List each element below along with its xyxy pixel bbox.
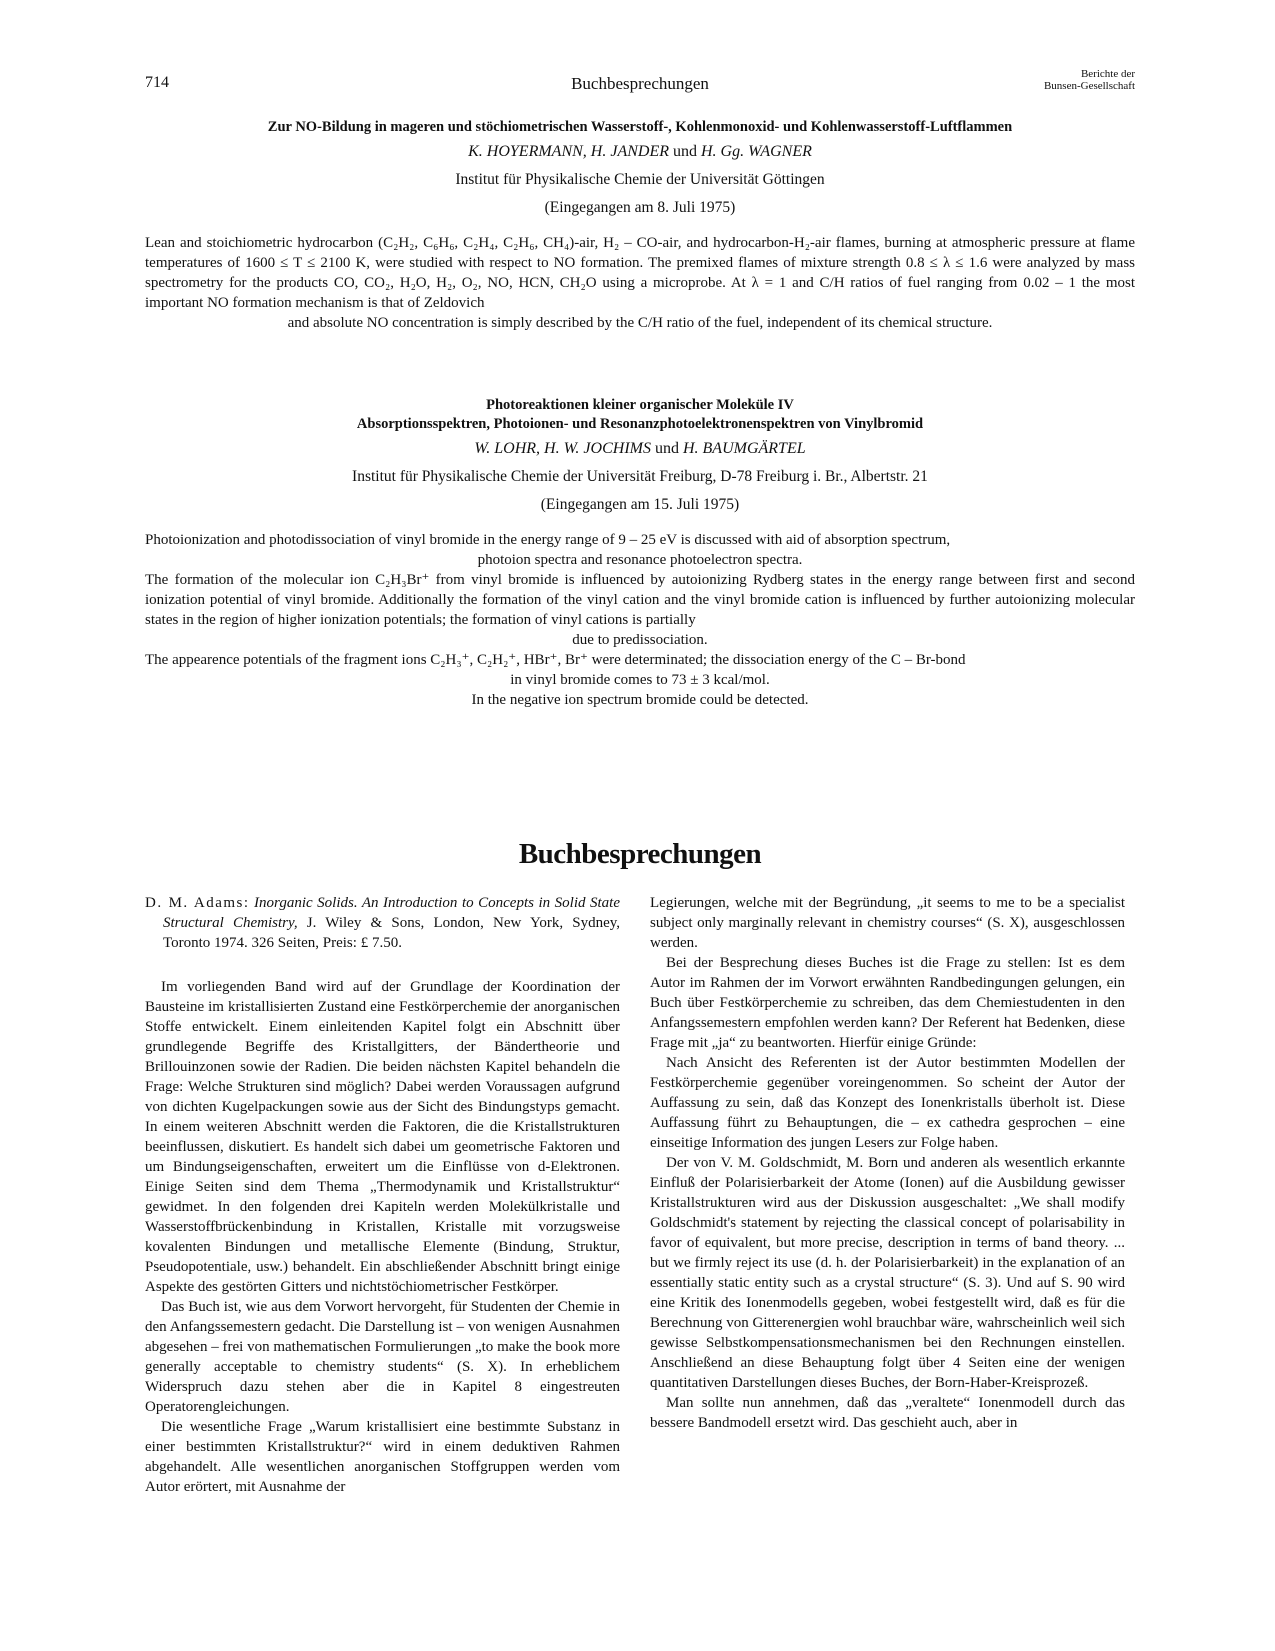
page-number: 714 bbox=[145, 74, 169, 91]
article-2-institute: Institut für Physikalische Chemie der Universität Freiburg, D-78 Freiburg i. Br., Albertstr. 21 bbox=[352, 468, 928, 485]
journal-name-line1: Berichte der bbox=[1080, 68, 1135, 80]
article-1-authors bbox=[145, 143, 1135, 161]
article-1-title: Zur NO-Bildung in mageren und stöchiometrischen Wasserstoff-, Kohlenmonoxid- und Kohlenwasserstoff-Luftflammen bbox=[267, 119, 1013, 135]
article-2 bbox=[145, 396, 1135, 710]
article-2-and: und bbox=[654, 440, 679, 457]
review-paragraph: Das Buch ist, wie aus dem Vorwort hervorgeht, für Studenten der Chemie in den Anfangssemestern gedacht. Die Darstellung ist – von wenigen Ausnahmen abgesehen – frei von mathematischen Formulierungen „to make the book more generally acceptable to chemistry students“ (S. X). In erheblichem Widerspruch dazu stehen aber die in Kapitel 8 eingestreuten Operatorengleichungen. bbox=[145, 1299, 620, 1415]
review-left-column bbox=[145, 893, 620, 1497]
review-paragraph: Bei der Besprechung dieses Buches ist die Frage zu stellen: Ist es dem Autor im Rahmen der im Vorwort erwähnten Randbedingungen gelungen, ein Buch über Festkörperchemie zu schreiben, das dem Chemiestudenten in den Anfangssemestern empfohlen werden kann? Der Referent hat Bedenken, diese Frage mit „ja“ zu beantworten. Hierfür einige Gründe: bbox=[650, 955, 1125, 1051]
review-paragraph: Der von V. M. Goldschmidt, M. Born und anderen als wesentlich erkannte Einfluß der Polarisierbarkeit der Atome (Ionen) auf die Ausbildung gewisser Kristallstrukturen wird aus der Diskussion ausgeschaltet: „We shall modify Goldschmidt's statement by rejecting the classical concept of polarisability in favor of equivalent, but more precise, description in terms of band theory. ... but we firmly reject its use (d. h. der Polarisierbarkeit) in the explanation of an essentially static entity such as a crystal structure“ (S. 3). Und auf S. 90 wird eine Kritik des Ionenmodells gegeben, wobei festgestellt wird, daß es für die Berechnung von Gitterenergien wohl brauchbar wäre, wahrscheinlich weil sich gewisse Selbstkompensationsmechanismen bei den Rechnungen einstellen. Anschließend an diese Behauptung folgt über 4 Seiten eine der wenigen quantitativen Darstellungen dieses Buches, der Born-Haber-Kreisprozeß. bbox=[650, 1155, 1125, 1391]
review-paragraph: Nach Ansicht des Referenten ist der Autor bestimmten Modellen der Festkörperchemie gegenüber voreingenommen. So scheint der Autor der Auffassung zu sein, daß das Konzept des Ionenkristalls überholt ist. Diese Auffassung führt zu Behauptungen, die – ex cathedra gesprochen – eine einseitige Information des jungen Lesers zur Folge haben. bbox=[650, 1055, 1125, 1151]
article-1 bbox=[145, 118, 1135, 333]
book-citation bbox=[145, 893, 620, 953]
article-2-last-author: H. BAUMGÄRTEL bbox=[682, 440, 806, 457]
article-2-abstract-p2: The formation of the molecular ion C₂H₃Br⁺ from vinyl bromide is influenced by autoionizing Rydberg states in the energy range between first and second ionization potential of vinyl bromide. Additionally the formation of the vinyl cation and the vinyl bromide cation is influenced by further autoionizing molecular states in the region of higher ionization potentials; the formation of vinyl cations is partially bbox=[145, 572, 1135, 628]
article-2-abstract-p1-end: photoion spectra and resonance photoelectron spectra. bbox=[477, 552, 803, 568]
article-2-abstract-p3: The appearence potentials of the fragment ions C₂H₃⁺, C₂H₂⁺, HBr⁺, Br⁺ were determinated; the dissociation energy of the C – Br-bond bbox=[145, 652, 966, 668]
article-2-abstract bbox=[145, 530, 1135, 710]
article-1-abstract-body: Lean and stoichiometric hydrocarbon (C₂H₂, C₆H₆, C₂H₄, C₂H₆, CH₄)-air, H₂ – CO-air, and hydrocarbon-H₂-air flames, burning at atmospheric pressure at flame temperatures of 1600 ≤ T ≤ 2100 K, were studied with respect to NO formation. The premixed flames of mixture strength 0.8 ≤ λ ≤ 1.6 were analyzed by mass spectrometry for the products CO, CO₂, H₂O, H₂, O₂, NO, HCN, CH₂O using a microprobe. At λ = 1 and C/H ratios of fuel ranging from 0.02 – 1 the most important NO formation mechanism is that of Zeldovich bbox=[145, 235, 1135, 311]
journal-name bbox=[1044, 68, 1135, 92]
review-paragraph: Im vorliegenden Band wird auf der Grundlage der Koordination der Bausteine im kristallisierten Zustand eine Festkörperchemie der anorganischen Stoffe entwickelt. Einem einleitenden Kapitel folgt ein Abschnitt über grundlegende Begriffe des Kristallgitters, der Bändertheorie und Brillouinzonen sowie der Radien. Die beiden nächsten Kapitel behandeln die Frage: Welche Strukturen sind möglich? Dabei werden Voraussagen aufgrund von dichten Kugelpackungen sowie aus der Sicht des Bindungstyps gemacht. In einem weiteren Abschnitt werden die Faktoren, die die Kristallstrukturen beeinflussen, diskutiert. Es handelt sich dabei um geometrische Faktoren und um Bindungseigenschaften, erweitert um die Einflüsse von d-Elektronen. Einige Seiten sind dem Thema „Thermodynamik und Kristallstruktur“ gewidmet. In den folgenden drei Kapiteln werden Molekülkristalle und Wasserstoffbrückenbindung in Kristallen, Kristalle mit vorzugsweise kovalenten Bindungen und metallische Elemente (Bindung, Struktur, Pseudopotentiale, usw.) behandelt. Ein abschließender Abschnitt bringt einige Aspekte des gestörten Gitters und nichtstöchiometrischer Festkörper. bbox=[145, 979, 620, 1295]
article-2-abstract-p4: In the negative ion spectrum bromide could be detected. bbox=[471, 692, 809, 708]
citation-title: Inorganic Solids. An Introduction to Concepts in Solid State Structural Chemistry, bbox=[163, 895, 620, 931]
article-2-authors bbox=[145, 440, 1135, 458]
article-1-abstract-last-line: and absolute NO concentration is simply described by the C/H ratio of the fuel, independent of its chemical structure. bbox=[287, 315, 993, 331]
article-1-last-author: H. Gg. WAGNER bbox=[701, 143, 812, 160]
article-2-received: (Eingegangen am 15. Juli 1975) bbox=[540, 496, 740, 513]
article-2-abstract-p3-end: in vinyl bromide comes to 73 ± 3 kcal/mol. bbox=[510, 672, 770, 688]
article-2-title-line1: Photoreaktionen kleiner organischer Moleküle IV bbox=[486, 397, 794, 413]
review-paragraph: Die wesentliche Frage „Warum kristallisiert eine bestimmte Substanz in einer bestimmten Kristallstruktur?“ wird in einem deduktiven Rahmen abgehandelt. Alle wesentlichen anorganischen Stoffgruppen werden vom Autor erörtert, mit Ausnahme der bbox=[145, 1419, 620, 1495]
citation-author: D. M. Adams: bbox=[145, 895, 250, 911]
citation-publisher: J. Wiley & Sons, London, New York, Sydney, Toronto 1974. 326 Seiten, Preis: £ 7.50. bbox=[163, 915, 621, 951]
running-header bbox=[145, 66, 1135, 96]
article-2-abstract-p2-end: due to predissociation. bbox=[572, 632, 708, 648]
article-2-title-line2: Absorptionsspektren, Photoionen- und Resonanzphotoelektronenspektren von Vinylbromid bbox=[356, 416, 924, 432]
journal-name-line2: Bunsen-Gesellschaft bbox=[1043, 80, 1135, 92]
article-1-author-list: K. HOYERMANN, H. JANDER bbox=[468, 143, 669, 160]
review-paragraph: Man sollte nun annehmen, daß das „veraltete“ Ionenmodell durch das bessere Bandmodell ersetzt wird. Das geschieht auch, aber in bbox=[650, 1395, 1125, 1431]
review-right-column bbox=[650, 893, 1125, 1433]
article-1-received: (Eingegangen am 8. Juli 1975) bbox=[544, 199, 736, 216]
section-heading: Buchbesprechungen bbox=[518, 838, 762, 870]
article-1-institute: Institut für Physikalische Chemie der Universität Göttingen bbox=[455, 171, 825, 188]
running-section-title: Buchbesprechungen bbox=[571, 74, 709, 93]
article-1-and: und bbox=[673, 143, 697, 160]
article-2-author-list: W. LOHR, H. W. JOCHIMS bbox=[474, 440, 651, 457]
article-2-abstract-p1: Photoionization and photodissociation of vinyl bromide in the energy range of 9 – 25 eV is discussed with aid of absorption spectrum, bbox=[145, 532, 951, 548]
article-1-abstract bbox=[145, 233, 1135, 333]
review-paragraph-continued: Legierungen, welche mit der Begründung, „it seems to me to be a specialist subject only marginally relevant in chemistry courses“ (S. X), ausgeschlossen werden. bbox=[650, 895, 1125, 951]
